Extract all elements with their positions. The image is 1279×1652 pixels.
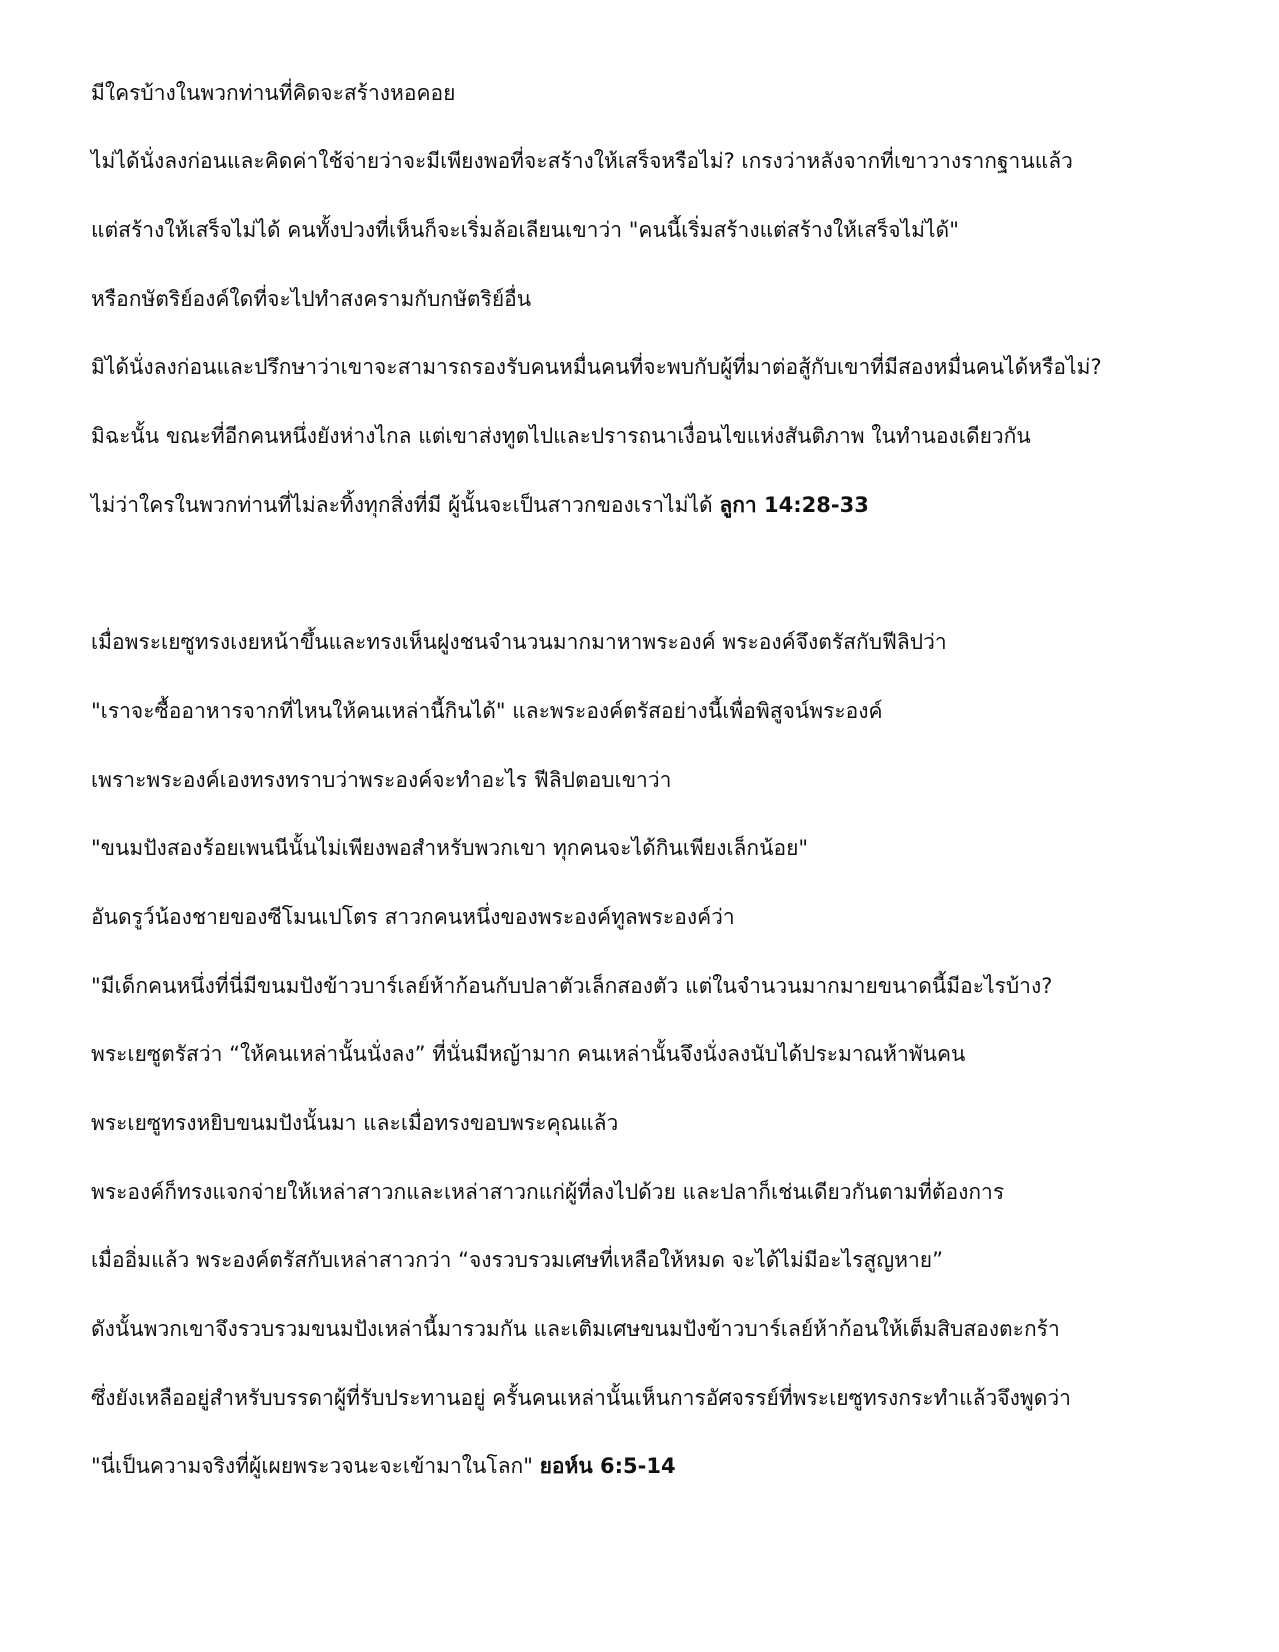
passage2-line-5: อันดรูว์น้องชายของซีโมนเปโตร สาวกคนหนึ่งของพระองค์ทูลพระองค์ว่า: [91, 905, 735, 929]
passage2-line-12: ซึ่งยังเหลืออยู่สำหรับบรรดาผู้ที่รับประทานอยู่ ครั้นคนเหล่านั้นเห็นการอัศจรรย์ที่พระเยซูทรงกระทำแล้วจึงพูดว่า: [91, 1386, 1071, 1410]
passage2-line-11: ดังนั้นพวกเขาจึงรวบรวมขนมปังเหล่านี้มารวมกัน และเติมเศษขนมปังข้าวบาร์เลย์ห้าก้อนให้เต็มสิบสองตะกร้า: [91, 1317, 1060, 1341]
passage1-line-2: ไม่ได้นั่งลงก่อนและคิดค่าใช้จ่ายว่าจะมีเพียงพอที่จะสร้างให้เสร็จหรือไม่? เกรงว่าหลังจากที่เขาวางรากฐานแล้ว: [91, 149, 1073, 173]
passage2-line-6: "มีเด็กคนหนึ่งที่นี่มีขนมปังข้าวบาร์เลย์ห้าก้อนกับปลาตัวเล็กสองตัว แต่ในจำนวนมากมายขนาดนี้มีอะไรบ้าง?: [91, 974, 1053, 998]
passage2-line-13: [91, 1451, 1261, 1481]
passage2-line-8: พระเยซูทรงหยิบขนมปังนั้นมา และเมื่อทรงขอบพระคุณแล้ว: [91, 1111, 619, 1135]
passage2-line-7: พระเยซูตรัสว่า “ให้คนเหล่านั้นนั่งลง” ที่นั่นมีหญ้ามาก คนเหล่านั้นจึงนั่งลงนับได้ประมาณห้าพันคน: [91, 1042, 966, 1066]
passage1-reference: ลูกา 14:28-33: [719, 493, 869, 517]
passage2-line-10: เมื่ออิ่มแล้ว พระองค์ตรัสกับเหล่าสาวกว่า “จงรวบรวมเศษที่เหลือให้หมด จะได้ไม่มีอะไรสูญหาย”: [91, 1248, 943, 1272]
passage2-line-9: พระองค์ก็ทรงแจกจ่ายให้เหล่าสาวกและเหล่าสาวกแก่ผู้ที่ลงไปด้วย และปลาก็เช่นเดียวกันตามที่ต้องการ: [91, 1180, 1005, 1204]
passage1-line-5: มิได้นั่งลงก่อนและปรึกษาว่าเขาจะสามารถรองรับคนหมื่นคนที่จะพบกับผู้ที่มาต่อสู้กับเขาที่มีสองหมื่นคนได้หรือไม่?: [91, 355, 1102, 379]
passage2-line-3: เพราะพระองค์เองทรงทราบว่าพระองค์จะทำอะไร ฟีลิปตอบเขาว่า: [91, 768, 672, 792]
passage2-line-4: "ขนมปังสองร้อยเพนนีนั้นไม่เพียงพอสำหรับพวกเขา ทุกคนจะได้กินเพียงเล็กน้อย": [91, 836, 809, 860]
passage1-line-3: แต่สร้างให้เสร็จไม่ได้ คนทั้งปวงที่เห็นก็จะเริ่มล้อเลียนเขาว่า "คนนี้เริ่มสร้างแต่สร้างให้เสร็จไม่ได้": [91, 218, 959, 242]
passage2-line-1: เมื่อพระเยซูทรงเงยหน้าขึ้นและทรงเห็นฝูงชนจำนวนมากมาหาพระองค์ พระองค์จึงตรัสกับฟีลิปว่า: [91, 630, 947, 654]
passage1-line-7: [91, 490, 1261, 520]
passage1-line-1: มีใครบ้างในพวกท่านที่คิดจะสร้างหอคอย: [91, 81, 456, 105]
passage1-line-7-text: ไม่ว่าใครในพวกท่านที่ไม่ละทิ้งทุกสิ่งที่มี ผู้นั้นจะเป็นสาวกของเราไม่ได้: [91, 493, 713, 517]
passage1-line-4: หรือกษัตริย์องค์ใดที่จะไปทำสงครามกับกษัตริย์อื่น: [91, 287, 532, 311]
passage1-line-6: มิฉะนั้น ขณะที่อีกคนหนึ่งยังห่างไกล แต่เขาส่งทูตไปและปรารถนาเงื่อนไขแห่งสันติภาพ ในทำนองเดียวกัน: [91, 424, 1031, 448]
passage2-line-2: "เราจะซื้ออาหารจากที่ไหนให้คนเหล่านี้กินได้" และพระองค์ตรัสอย่างนี้เพื่อพิสูจน์พระองค์: [91, 699, 883, 723]
passage2-reference: ยอห์น 6:5-14: [539, 1454, 676, 1478]
passage2-line-13-text: "นี่เป็นความจริงที่ผู้เผยพระวจนะจะเข้ามาในโลก": [91, 1454, 533, 1478]
